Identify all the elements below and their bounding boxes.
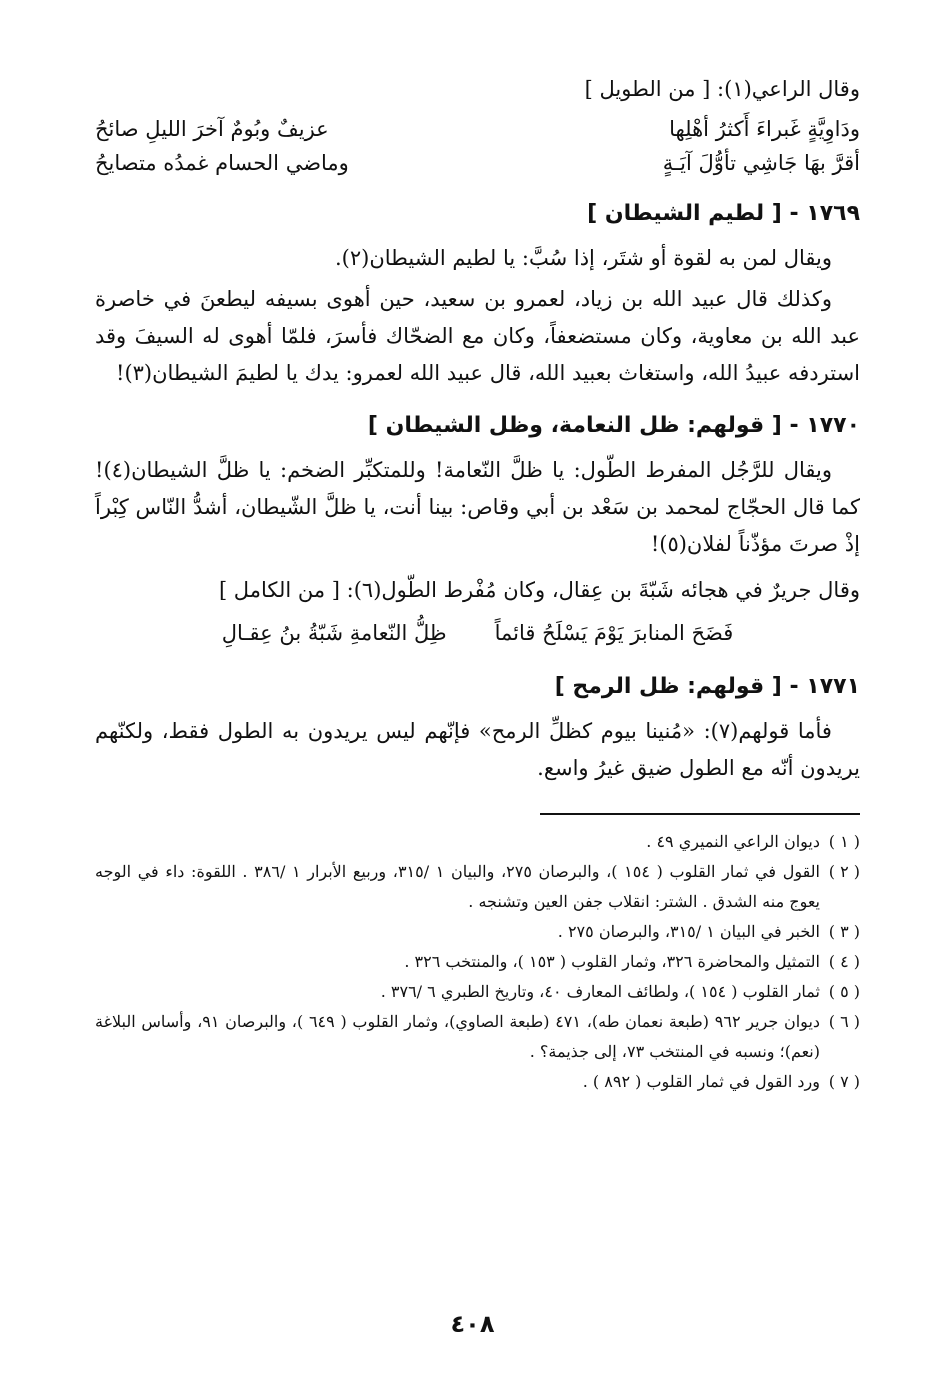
poem-jarir <box>95 613 860 653</box>
footnote-text: ديوان الراعي النميري ٤٩ . <box>646 832 820 851</box>
footnote-item <box>95 827 860 857</box>
footnote-number: ( ٢ ) <box>828 862 860 881</box>
footnote-number: ( ٥ ) <box>828 982 860 1001</box>
footnote-item <box>95 1007 860 1067</box>
footnote-text: ديوان جرير ٩٦٢ (طبعة نعمان طه)، ٤٧١ (طبعة الصاوي)، وثمار القلوب ( ٦٤٩ )، والبرصان ٩١، وأساس البلاغة (نعم)؛ ونسبه في المنتخب ٧٣، إلى جذيمة؟ . <box>95 1012 821 1061</box>
footnote-text: القول في ثمار القلوب ( ١٥٤ )، والبرصان ٢٧٥، والبيان ١ /٣١٥، وربيع الأبرار ١ /٣٨٦ . اللقوة: داء في الوجه يعوج منه الشدق . الشتر: انقلاب جفن العين وتشنجه . <box>95 862 821 911</box>
verse-line <box>95 112 860 146</box>
paragraph-1769-a: ويقال لمن به لقوة أو شتَر، إذا سُبَّ: يا لطيم الشيطان(٢). <box>335 246 832 270</box>
verse-second-hemistich: عزيفٌ وبُومٌ آخرَ الليلِ صائحُ <box>95 117 329 141</box>
verse-first-hemistich: فَضَحَ المنابرَ يَوْمَ يَسْلَحُ قائماً <box>494 621 734 645</box>
footnote-text: الخبر في البيان ١ /٣١٥، والبرصان ٢٧٥ . <box>557 922 820 941</box>
poem-intro-raai: وقال الراعي(١): [ من الطويل ] <box>584 77 860 101</box>
footnote-number: ( ١ ) <box>828 832 860 851</box>
paragraph-1770: ويقال للرَّجُل المفرط الطّول: يا ظلَّ النّعامة! وللمتكبِّر الضخم: يا ظلَّ الشيطان(٤)! كما قال الحجّاج لمحمد بن سَعْد بن أبي وقاص: بينا أنت، يا ظلَّ الشّيطان، أشدُّ النّاس كِبْراً إذْ صرتَ مؤذّناً لفلان(٥)! <box>95 458 860 556</box>
footnote-item <box>95 917 860 947</box>
footnote-item <box>95 947 860 977</box>
footnote-number: ( ٧ ) <box>828 1072 860 1091</box>
verse-second-hemistich: وماضي الحسام غمدُه متصايحُ <box>95 151 349 175</box>
footnote-separator <box>540 813 860 815</box>
section-heading-1771: ١٧٧١ - [ قولهم: ظل الرمح ] <box>554 674 860 699</box>
footnote-item <box>95 857 860 917</box>
footnotes <box>95 827 860 1097</box>
section-heading-1769: ١٧٦٩ - [ لطيم الشيطان ] <box>587 201 860 226</box>
footnote-number: ( ٣ ) <box>828 922 860 941</box>
footnote-number: ( ٦ ) <box>828 1012 860 1031</box>
footnote-text: ثمار القلوب ( ١٥٤ )، ولطائف المعارف ٤٠، وتاريخ الطبري ٦ /٣٧٦ . <box>380 982 820 1001</box>
footnote-text: ورد القول في ثمار القلوب ( ٨٩٢ ) . <box>582 1072 820 1091</box>
section-heading-1770: ١٧٧٠ - [ قولهم: ظل النعامة، وظل الشيطان ] <box>367 413 860 438</box>
verse-second-hemistich: ظِلُّ النّعامةِ شَبّةُ بنُ عِقـالِ <box>221 621 447 645</box>
footnote-item <box>95 1067 860 1097</box>
footnote-item <box>95 977 860 1007</box>
verse-first-hemistich: أقرَّ بهَا جَاشِي تأوُّلَ آيَـةٍ <box>662 151 860 175</box>
paragraph-1769-b: وكذلك قال عبيد الله بن زياد، لعمرو بن سعيد، حين أهوى بسيفه ليطعنَ في خاصرة عبد الله بن معاوية، وكان مستضعفاً، وكان مع الضحّاك فأسرَ، فلمّا أهوى له السيفَ وقد استردفه عبيدُ الله، واستغاث بعبيد الله، قال عبيد الله لعمرو: يدك يا لطيمَ الشيطان(٣)! <box>95 287 860 385</box>
poem-intro-jarir: وقال جريرٌ في هجائه شَبّةَ بن عِقال، وكان مُفْرط الطّول(٦): [ من الكامل ] <box>218 578 860 602</box>
footnote-number: ( ٤ ) <box>828 952 860 971</box>
footnote-text: التمثيل والمحاضرة ٣٢٦، وثمار القلوب ( ١٥٣ )، والمنتخب ٣٢٦ . <box>404 952 820 971</box>
verse-first-hemistich: ودَاوِيَّةٍ غَبراءَ أَكثرُ أهْلِها <box>669 117 860 141</box>
verse-line <box>95 146 860 180</box>
poem-raai <box>95 112 860 180</box>
page-number: ٤٠٨ <box>450 1310 495 1338</box>
paragraph-1771: فأما قولهم(٧): «مُنينا بيوم كظلِّ الرمح» فإنّهم ليس يريدون به الطول فقط، ولكنّهم يريدون أنّه مع الطول ضيق غيرُ واسع. <box>95 719 860 780</box>
page-body <box>95 70 860 1384</box>
